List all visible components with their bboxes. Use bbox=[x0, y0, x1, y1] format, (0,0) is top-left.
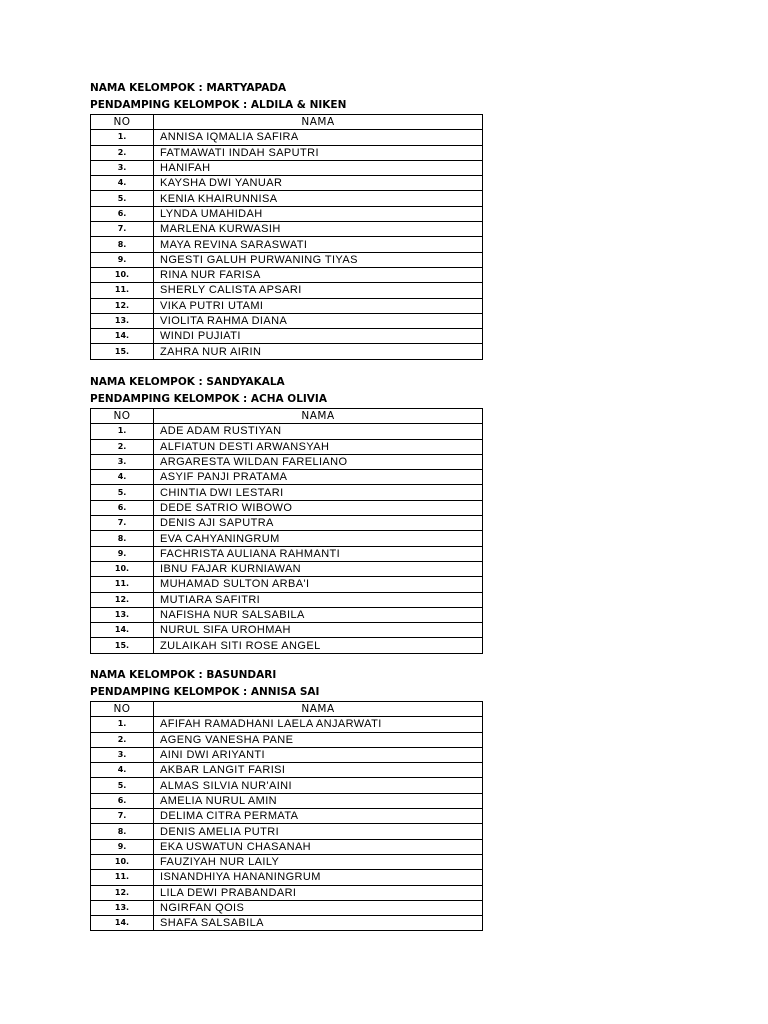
member-name: AFIFAH RAMADHANI LAELA ANJARWATI bbox=[154, 717, 483, 732]
row-number: 10. bbox=[91, 561, 154, 576]
table-row bbox=[91, 329, 483, 344]
member-name: EVA CAHYANINGRUM bbox=[154, 531, 483, 546]
row-number: 1. bbox=[91, 130, 154, 145]
table-row bbox=[91, 439, 483, 454]
row-number: 10. bbox=[91, 854, 154, 869]
table-row bbox=[91, 839, 483, 854]
row-number: 2. bbox=[91, 732, 154, 747]
member-table bbox=[90, 114, 483, 360]
row-number: 11. bbox=[91, 283, 154, 298]
member-name: AGENG VANESHA PANE bbox=[154, 732, 483, 747]
member-name: RINA NUR FARISA bbox=[154, 267, 483, 282]
table-row bbox=[91, 130, 483, 145]
table-row bbox=[91, 870, 483, 885]
table-row bbox=[91, 607, 483, 622]
table-row bbox=[91, 344, 483, 359]
member-name: KENIA KHAIRUNNISA bbox=[154, 191, 483, 206]
group-section-martyapada bbox=[90, 80, 482, 360]
table-row bbox=[91, 717, 483, 732]
row-number: 4. bbox=[91, 763, 154, 778]
member-name: ALMAS SILVIA NUR'AINI bbox=[154, 778, 483, 793]
member-name: ISNANDHIYA HANANINGRUM bbox=[154, 870, 483, 885]
member-name: MAYA REVINA SARASWATI bbox=[154, 237, 483, 252]
row-number: 3. bbox=[91, 160, 154, 175]
member-name: DENIS AJI SAPUTRA bbox=[154, 516, 483, 531]
member-name: AMELIA NURUL AMIN bbox=[154, 793, 483, 808]
row-number: 12. bbox=[91, 885, 154, 900]
member-name: VIKA PUTRI UTAMI bbox=[154, 298, 483, 313]
member-name: SHERLY CALISTA APSARI bbox=[154, 283, 483, 298]
member-name: LYNDA UMAHIDAH bbox=[154, 206, 483, 221]
column-header-name: NAMA bbox=[154, 702, 483, 717]
table-row bbox=[91, 500, 483, 515]
member-name: LILA DEWI PRABANDARI bbox=[154, 885, 483, 900]
column-header-no: NO bbox=[91, 702, 154, 717]
member-name: ALFIATUN DESTI ARWANSYAH bbox=[154, 439, 483, 454]
member-name: IBNU FAJAR KURNIAWAN bbox=[154, 561, 483, 576]
row-number: 7. bbox=[91, 516, 154, 531]
table-row bbox=[91, 546, 483, 561]
row-number: 14. bbox=[91, 623, 154, 638]
row-number: 14. bbox=[91, 916, 154, 931]
table-row bbox=[91, 809, 483, 824]
member-name: ASYIF PANJI PRATAMA bbox=[154, 470, 483, 485]
row-number: 14. bbox=[91, 329, 154, 344]
table-row bbox=[91, 424, 483, 439]
table-row bbox=[91, 885, 483, 900]
row-number: 8. bbox=[91, 237, 154, 252]
table-row bbox=[91, 252, 483, 267]
table-row bbox=[91, 191, 483, 206]
table-header-row bbox=[91, 409, 483, 424]
row-number: 9. bbox=[91, 546, 154, 561]
row-number: 2. bbox=[91, 145, 154, 160]
row-number: 12. bbox=[91, 592, 154, 607]
table-row bbox=[91, 470, 483, 485]
table-row bbox=[91, 283, 483, 298]
member-name: DELIMA CITRA PERMATA bbox=[154, 809, 483, 824]
table-row bbox=[91, 778, 483, 793]
table-row bbox=[91, 160, 483, 175]
row-number: 6. bbox=[91, 793, 154, 808]
row-number: 1. bbox=[91, 717, 154, 732]
table-row bbox=[91, 824, 483, 839]
table-row bbox=[91, 623, 483, 638]
member-name: KAYSHA DWI YANUAR bbox=[154, 176, 483, 191]
member-name: ZULAIKAH SITI ROSE ANGEL bbox=[154, 638, 483, 653]
row-number: 10. bbox=[91, 267, 154, 282]
row-number: 13. bbox=[91, 607, 154, 622]
row-number: 11. bbox=[91, 870, 154, 885]
member-name: WINDI PUJIATI bbox=[154, 329, 483, 344]
row-number: 2. bbox=[91, 439, 154, 454]
table-row bbox=[91, 176, 483, 191]
member-name: ZAHRA NUR AIRIN bbox=[154, 344, 483, 359]
row-number: 15. bbox=[91, 344, 154, 359]
table-row bbox=[91, 145, 483, 160]
member-name: FACHRISTA AULIANA RAHMANTI bbox=[154, 546, 483, 561]
row-number: 3. bbox=[91, 747, 154, 762]
table-row bbox=[91, 900, 483, 915]
member-name: MUTIARA SAFITRI bbox=[154, 592, 483, 607]
member-name: FAUZIYAH NUR LAILY bbox=[154, 854, 483, 869]
member-name: CHINTIA DWI LESTARI bbox=[154, 485, 483, 500]
group-mentor-heading: PENDAMPING KELOMPOK : ACHA OLIVIA bbox=[90, 393, 327, 405]
row-number: 15. bbox=[91, 638, 154, 653]
row-number: 12. bbox=[91, 298, 154, 313]
group-section-sandyakala bbox=[90, 374, 482, 654]
group-mentor-heading: PENDAMPING KELOMPOK : ANNISA SAI bbox=[90, 686, 320, 698]
member-name: ARGARESTA WILDAN FARELIANO bbox=[154, 454, 483, 469]
table-row bbox=[91, 561, 483, 576]
table-row bbox=[91, 732, 483, 747]
row-number: 9. bbox=[91, 839, 154, 854]
row-number: 4. bbox=[91, 470, 154, 485]
group-name-heading: NAMA KELOMPOK : MARTYAPADA bbox=[90, 82, 287, 94]
table-row bbox=[91, 592, 483, 607]
row-number: 7. bbox=[91, 222, 154, 237]
table-row bbox=[91, 747, 483, 762]
column-header-no: NO bbox=[91, 409, 154, 424]
member-name: SHAFA SALSABILA bbox=[154, 916, 483, 931]
row-number: 6. bbox=[91, 500, 154, 515]
row-number: 6. bbox=[91, 206, 154, 221]
table-row bbox=[91, 206, 483, 221]
table-row bbox=[91, 638, 483, 653]
column-header-name: NAMA bbox=[154, 115, 483, 130]
member-name: AKBAR LANGIT FARISI bbox=[154, 763, 483, 778]
column-header-name: NAMA bbox=[154, 409, 483, 424]
member-name: ADE ADAM RUSTIYAN bbox=[154, 424, 483, 439]
row-number: 13. bbox=[91, 900, 154, 915]
table-row bbox=[91, 916, 483, 931]
table-row bbox=[91, 531, 483, 546]
member-table bbox=[90, 701, 483, 931]
table-row bbox=[91, 237, 483, 252]
table-row bbox=[91, 577, 483, 592]
table-row bbox=[91, 298, 483, 313]
group-section-basundari bbox=[90, 667, 482, 931]
member-name: MUHAMAD SULTON ARBA'I bbox=[154, 577, 483, 592]
row-number: 1. bbox=[91, 424, 154, 439]
row-number: 5. bbox=[91, 191, 154, 206]
row-number: 7. bbox=[91, 809, 154, 824]
table-row bbox=[91, 313, 483, 328]
member-name: NAFISHA NUR SALSABILA bbox=[154, 607, 483, 622]
row-number: 5. bbox=[91, 485, 154, 500]
table-row bbox=[91, 485, 483, 500]
table-row bbox=[91, 222, 483, 237]
row-number: 8. bbox=[91, 531, 154, 546]
member-name: HANIFAH bbox=[154, 160, 483, 175]
table-row bbox=[91, 454, 483, 469]
member-table bbox=[90, 408, 483, 654]
row-number: 9. bbox=[91, 252, 154, 267]
group-mentor-heading: PENDAMPING KELOMPOK : ALDILA & NIKEN bbox=[90, 99, 347, 111]
row-number: 13. bbox=[91, 313, 154, 328]
member-name: FATMAWATI INDAH SAPUTRI bbox=[154, 145, 483, 160]
table-header-row bbox=[91, 115, 483, 130]
table-row bbox=[91, 267, 483, 282]
row-number: 8. bbox=[91, 824, 154, 839]
row-number: 3. bbox=[91, 454, 154, 469]
member-name: DEDE SATRIO WIBOWO bbox=[154, 500, 483, 515]
table-row bbox=[91, 793, 483, 808]
member-name: MARLENA KURWASIH bbox=[154, 222, 483, 237]
row-number: 4. bbox=[91, 176, 154, 191]
member-name: ANNISA IQMALIA SAFIRA bbox=[154, 130, 483, 145]
table-row bbox=[91, 854, 483, 869]
group-name-heading: NAMA KELOMPOK : SANDYAKALA bbox=[90, 376, 285, 388]
column-header-no: NO bbox=[91, 115, 154, 130]
row-number: 5. bbox=[91, 778, 154, 793]
table-header-row bbox=[91, 702, 483, 717]
member-name: NGIRFAN QOIS bbox=[154, 900, 483, 915]
table-row bbox=[91, 763, 483, 778]
member-name: NGESTI GALUH PURWANING TIYAS bbox=[154, 252, 483, 267]
table-row bbox=[91, 516, 483, 531]
member-name: AINI DWI ARIYANTI bbox=[154, 747, 483, 762]
member-name: VIOLITA RAHMA DIANA bbox=[154, 313, 483, 328]
member-name: EKA USWATUN CHASANAH bbox=[154, 839, 483, 854]
row-number: 11. bbox=[91, 577, 154, 592]
member-name: DENIS AMELIA PUTRI bbox=[154, 824, 483, 839]
member-name: NURUL SIFA UROHMAH bbox=[154, 623, 483, 638]
group-name-heading: NAMA KELOMPOK : BASUNDARI bbox=[90, 669, 277, 681]
